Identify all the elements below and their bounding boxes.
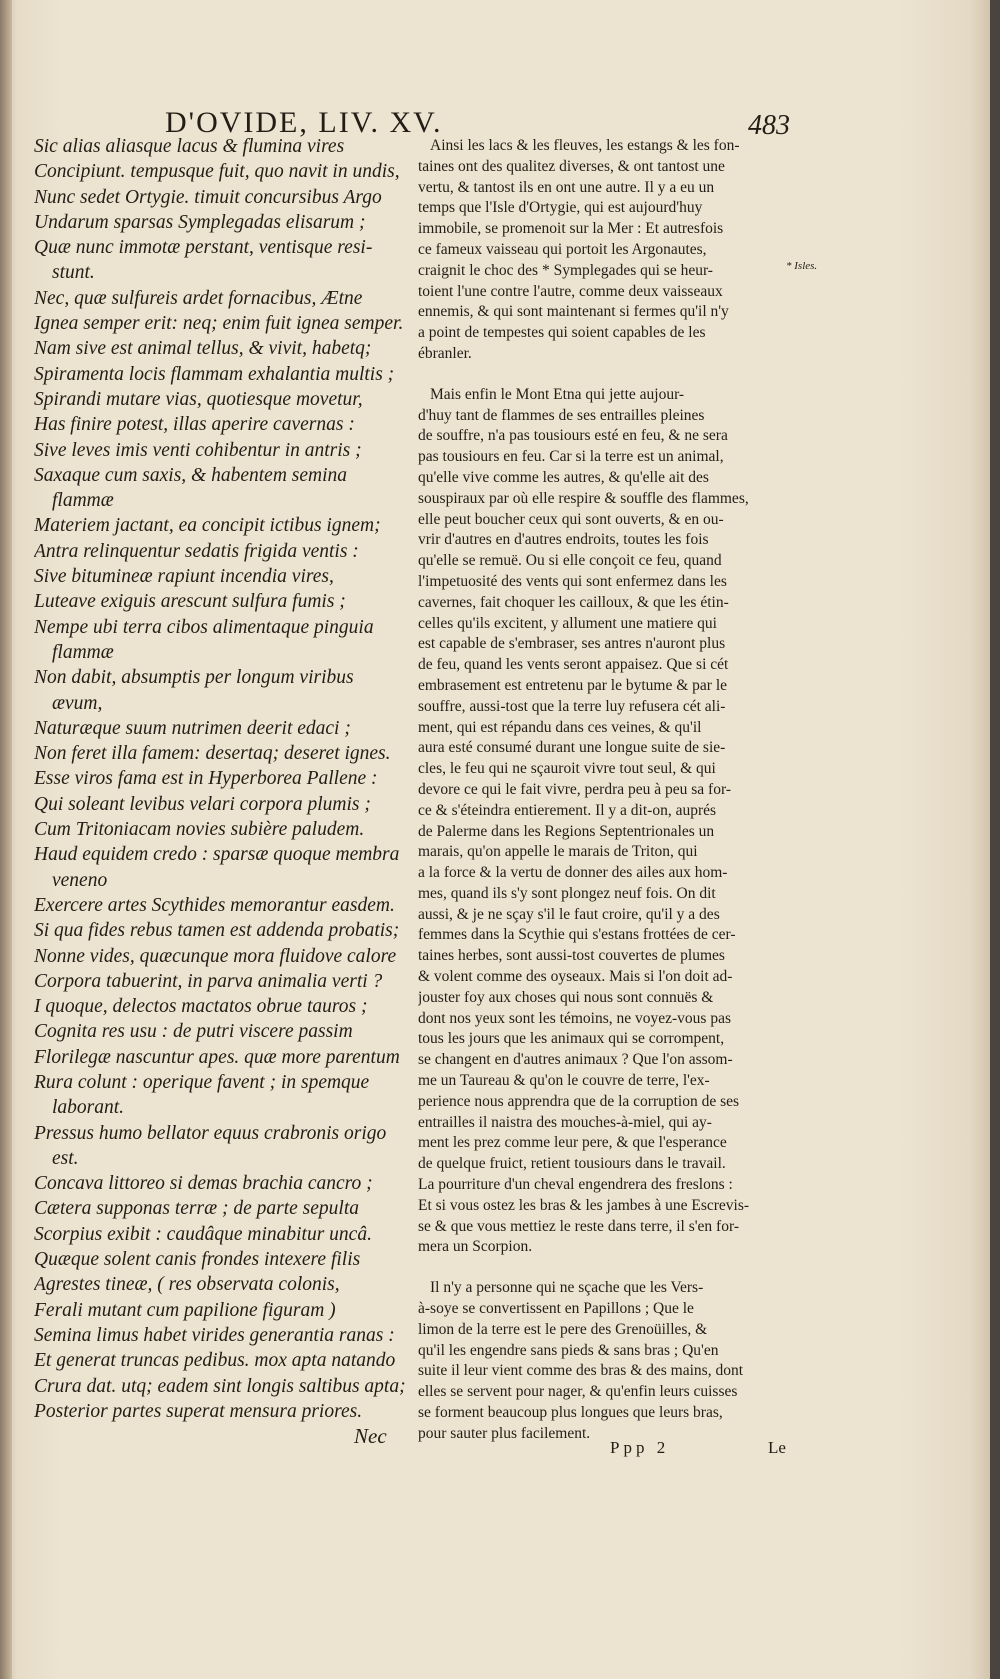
- french-text-line: devore ce qui le fait vivre, perdra peu à peu sa for-: [418, 780, 731, 798]
- french-text-line: vertu, & tantost ils en ont une autre. Il y a eu un: [418, 178, 715, 196]
- latin-verse-line: laborant.: [52, 1097, 125, 1119]
- latin-verse-line: Rura colunt : operique favent ; in spemque: [34, 1071, 370, 1093]
- french-text-line: dont nos yeux sont les témoins, ne voyez-vous pas: [418, 1009, 731, 1027]
- latin-verse-line: Corpora tabuerint, in parva animalia verti ?: [34, 970, 383, 992]
- french-text-line: à-soye se convertissent en Papillons ; Que le: [418, 1300, 694, 1318]
- latin-verse-line: Qui soleant levibus velari corpora plumis ;: [34, 793, 371, 815]
- latin-verse-line: Cum Tritoniacam novies subière paludem.: [34, 819, 365, 841]
- latin-verse-line: Saxaque cum saxis, & habentem semina: [34, 464, 348, 486]
- french-text-line: ce & s'éteindra entierement. Il y a dit-on, auprés: [418, 801, 717, 819]
- french-text-line: ce fameux vaisseau qui portoit les Argonautes,: [418, 240, 707, 258]
- page-number: 483: [748, 110, 790, 141]
- french-paragraph: [418, 1278, 818, 1444]
- latin-verse-line: Posterior partes superat mensura priores.: [34, 1400, 363, 1422]
- french-text-line: immobile, se promenoit sur la Mer : Et autresfois: [418, 220, 724, 238]
- latin-verse-line: I quoque, delectos mactatos obrue tauros ;: [34, 996, 368, 1018]
- french-text-line: se & que vous mettiez le reste dans terre, il s'en for-: [418, 1217, 739, 1235]
- french-text-line: ébranler.: [418, 344, 472, 362]
- french-text-line: elles se servent pour nager, & qu'enfin leurs cuisses: [418, 1383, 738, 1401]
- latin-verse-line: Quæ nunc immotæ perstant, ventisque resi-: [34, 237, 373, 259]
- french-text-line: cavernes, fait choquer les cailloux, & que les étin-: [418, 593, 729, 611]
- latin-verse-line: Semina limus habet virides generantia ranas :: [34, 1324, 395, 1346]
- page-gutter: [0, 0, 12, 1679]
- french-text-line: cles, le feu qui ne sçauroit vivre tout seul, & qui: [418, 760, 716, 778]
- latin-verse-line: Cætera supponas terræ ; de parte sepulta: [34, 1198, 359, 1220]
- french-text-line: se forment beaucoup plus longues que leurs bras,: [418, 1404, 723, 1422]
- french-text-line: taines ont des qualitez diverses, & ont tantost une: [418, 157, 725, 175]
- latin-verse-line: Florilegæ nascuntur apes. quæ more parentum: [34, 1046, 400, 1068]
- french-text-line: Mais enfin le Mont Etna qui jette aujour-: [430, 385, 685, 403]
- french-text-line: celles qu'ils excitent, y allument une matiere qui: [418, 614, 717, 632]
- catchword: Le: [768, 1438, 786, 1457]
- latin-verse-line: Spiramenta locis flammam exhalantia multis ;: [34, 363, 395, 385]
- french-text-line: me un Taureau & qu'on le couvre de terre, l'ex-: [418, 1072, 710, 1090]
- french-text-line: craignit le choc des * Symplegades qui se heur-: [418, 261, 713, 279]
- french-text-line: entrailles il naistra des mouches-à-miel, qui ay-: [418, 1113, 712, 1131]
- latin-verse-line: Naturæque suum nutrimen deerit edaci ;: [34, 717, 351, 739]
- french-text-line: souffre, aussi-tost que la terre luy refusera cét ali-: [418, 697, 726, 715]
- french-text-line: Il n'y a personne qui ne sçache que les Vers-: [430, 1279, 704, 1297]
- french-text-line: La pourriture d'un cheval engendrera des freslons :: [418, 1176, 733, 1194]
- french-text-line: de feu, quand les vents seront appaisez. Que si cét: [418, 656, 729, 674]
- french-text-line: a la force & la vertu de donner des ailes aux hom-: [418, 864, 728, 882]
- latin-verse-line: Nec: [354, 1424, 387, 1449]
- french-text-line: a point de tempestes qui soient capables de les: [418, 324, 706, 342]
- french-text-line: aura esté consumé durant une longue suite de sie-: [418, 739, 726, 757]
- french-text-line: qu'elle se remuë. Ou si elle conçoit ce feu, quand: [418, 552, 722, 570]
- french-text-line: l'impetuosité des vents qui sont enfermez dans les: [418, 572, 727, 590]
- latin-verse-line: Nempe ubi terra cibos alimentaque pinguia: [34, 616, 374, 638]
- latin-verse-line: Crura dat. utq; eadem sint longis saltibus apta;: [34, 1375, 406, 1397]
- french-text-line: mes, quand ils s'y sont plongez neuf fois. On dit: [418, 884, 716, 902]
- french-text-line: Ainsi les lacs & les fleuves, les estangs & les fon-: [430, 137, 740, 154]
- french-text-line: qu'elle vive comme les autres, & qu'elle ait des: [418, 468, 709, 486]
- french-text-line: marais, qu'on appelle le marais de Triton, qui: [418, 843, 698, 861]
- french-text-line: taines herbes, sont aussi-tost couvertes de plumes: [418, 947, 725, 965]
- latin-verse-line: Luteave exiguis arescunt sulfura fumis ;: [34, 591, 346, 613]
- french-text-line: femmes dans la Scythie qui s'estans frottées de cer-: [418, 926, 736, 944]
- latin-verse-line: Nec, quæ sulfureis ardet fornacibus, Ætne: [34, 287, 363, 309]
- latin-verse-line: Nonne vides, quæcunque mora fluidove calore: [34, 945, 397, 967]
- french-text-line: pas tousiours en feu. Car si la terre est un animal,: [418, 448, 724, 466]
- latin-verse-line: flammæ: [52, 490, 114, 512]
- french-text-line: suite il leur vient comme des bras & des mains, dont: [418, 1362, 744, 1380]
- latin-verse-line: Ignea semper erit: neq; enim fuit ignea semper.: [34, 313, 404, 335]
- latin-verse-line: Haud equidem credo : sparsæ quoque membra: [34, 844, 400, 866]
- french-text-line: ment les prez comme leur pere, & que l'esperance: [418, 1134, 727, 1152]
- french-text-line: de souffre, n'a pas tousiours esté en feu, & ne sera: [418, 427, 728, 445]
- latin-verse-line: veneno: [52, 869, 108, 891]
- french-text-line: & volent comme des oyseaux. Mais si l'on doit ad-: [418, 968, 733, 986]
- french-text-line: toient l'une contre l'autre, comme deux vaisseaux: [418, 282, 723, 300]
- french-text-line: elle peut boucher ceux qui sont ouverts, & en ou-: [418, 510, 724, 528]
- french-text-line: pour sauter plus facilement.: [418, 1424, 591, 1442]
- latin-verse-line: Exercere artes Scythides memorantur easdem.: [34, 894, 395, 916]
- french-text-line: mera un Scorpion.: [418, 1238, 533, 1256]
- latin-verse-line: est.: [52, 1147, 79, 1169]
- latin-verse-line: Si qua fides rebus tamen est addenda probatis;: [34, 920, 400, 942]
- french-paragraph: [418, 385, 818, 1258]
- latin-verse-line: Non feret illa famem: desertaq; deseret ignes.: [34, 743, 391, 765]
- french-text-line: de Palerme dans les Regions Septentrionales un: [418, 822, 715, 840]
- latin-verse-column: [34, 134, 414, 1449]
- french-text-line: est capable de s'embraser, ses antres n'auront plus: [418, 635, 726, 653]
- latin-verse-line: Nam sive est animal tellus, & vivit, habetq;: [34, 338, 372, 360]
- french-text-line: aussi, & je ne sçay s'il le faut croire, qu'il y a des: [418, 905, 720, 923]
- french-text-line: souspiraux par où elle respire & souffle des flammes,: [418, 489, 749, 507]
- signature-mark: Ppp 2: [610, 1438, 670, 1457]
- latin-verse-line: Has finire potest, illas aperire cavernas :: [34, 414, 355, 436]
- french-text-line: vrir d'autres en d'autres endroits, toutes les fois: [418, 531, 709, 549]
- margin-note: * Isles.: [786, 260, 818, 272]
- french-text-line: d'huy tant de flammes de ses entrailles pleines: [418, 406, 705, 424]
- french-text-line: qu'il les engendre sans pieds & sans bras ; Qu'en: [418, 1341, 719, 1359]
- latin-verse-line: Undarum sparsas Symplegadas elisarum ;: [34, 211, 366, 233]
- french-text-line: perience nous apprendra que de la corruption de ses: [418, 1092, 740, 1110]
- latin-verse-line: Antra relinquentur sedatis frigida ventis :: [34, 540, 359, 562]
- latin-verse-line: Sic alias aliasque lacus & flumina vires: [34, 136, 345, 157]
- french-text-line: temps que l'Isle d'Ortygie, qui est aujourd'huy: [418, 199, 703, 217]
- latin-verse-line: Spirandi mutare vias, quotiesque movetur,: [34, 388, 363, 410]
- french-text-line: limon de la terre est le pere des Grenoüilles, &: [418, 1320, 708, 1338]
- french-text-line: Et si vous ostez les bras & les jambes à une Escrevis-: [418, 1196, 750, 1214]
- latin-verse-line: Cognita res usu : de putri viscere passim: [34, 1021, 353, 1043]
- french-text-line: ennemis, & qui sont maintenant si fermes qu'il n'y: [418, 303, 729, 321]
- latin-verse-line: Quæque solent canis frondes intexere filis: [34, 1249, 361, 1271]
- latin-verse-line: Nunc sedet Ortygie. timuit concursibus Argo: [34, 186, 382, 208]
- latin-verse-line: ævum,: [52, 692, 103, 714]
- french-text-line: tous les jours que les animaux qui se corrompent,: [418, 1030, 725, 1048]
- latin-verse-line: Concipiunt. tempusque fuit, quo navit in undis,: [34, 161, 400, 183]
- running-head: D'OVIDE, LIV. XV.: [165, 106, 443, 139]
- latin-verse-line: flammæ: [52, 641, 114, 663]
- french-text-line: jouster foy aux choses qui nous sont connuës &: [418, 988, 714, 1006]
- french-text-line: se changent en d'autres animaux ? Que l'on assom-: [418, 1051, 733, 1069]
- french-text-line: de quelque fruict, retient tousiours dans le travail.: [418, 1155, 726, 1173]
- latin-verse-line: Scorpius exibit : caudâque minabitur uncâ.: [34, 1223, 372, 1245]
- latin-verse-line: Non dabit, absumptis per longum viribus: [34, 667, 354, 689]
- latin-verse-line: Sive bitumineæ rapiunt incendia vires,: [34, 566, 334, 588]
- latin-verse-line: Concava littoreo si demas brachia cancro ;: [34, 1173, 373, 1195]
- latin-verse-line: Materiem jactant, ea concipit ictibus ignem;: [34, 515, 381, 537]
- latin-verse-line: Pressus humo bellator equus crabronis origo: [34, 1122, 387, 1144]
- latin-verse-line: Sive leves imis venti cohibentur in antris ;: [34, 439, 362, 461]
- french-text-line: ment, qui est répandu dans ces veines, & qu'il: [418, 718, 702, 736]
- latin-verse-line: Agrestes tineæ, ( res observata colonis,: [34, 1274, 340, 1296]
- french-text-line: embrasement est entretenu par le bytume & par le: [418, 676, 728, 694]
- latin-verse-line: stunt.: [52, 262, 95, 284]
- latin-verse-line: Esse viros fama est in Hyperborea Pallene :: [34, 768, 378, 790]
- latin-verse-line: Et generat truncas pedibus. mox apta natando: [34, 1350, 396, 1372]
- french-paragraph: [418, 136, 818, 365]
- latin-verse-line: Ferali mutant cum papilione figuram ): [34, 1299, 336, 1321]
- french-prose-column: [418, 136, 818, 1465]
